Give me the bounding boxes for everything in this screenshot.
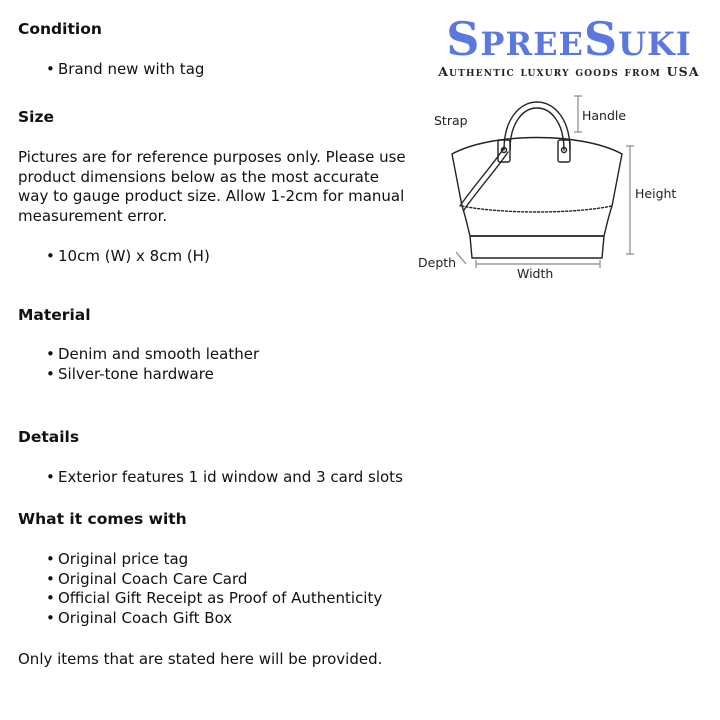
diagram-label-handle: Handle (582, 108, 627, 123)
list-item: • Silver-tone hardware (46, 365, 259, 385)
diagram-label-height: Height (635, 186, 677, 201)
size-note: Pictures are for reference purposes only. Please use product dimensions below as the most accurate way to gauge product size. Allow 1-2cm for manual measurement error. (18, 148, 406, 225)
material-list (46, 345, 259, 384)
details-heading: Details (18, 428, 80, 446)
list-item: • Brand new with tag (46, 60, 204, 80)
list-item: • Original Coach Care Card (46, 570, 382, 590)
diagram-label-strap: Strap (434, 113, 468, 128)
bag-body (452, 138, 622, 237)
list-item: • Exterior features 1 id window and 3 card slots (46, 468, 403, 488)
logo-wordmark: SpreeSuki (446, 12, 692, 66)
condition-heading: Condition (18, 20, 102, 38)
list-item: • Official Gift Receipt as Proof of Authenticity (46, 589, 382, 609)
size-heading: Size (18, 108, 55, 126)
diagram-label-width: Width (517, 266, 554, 281)
comes-with-list (46, 550, 382, 628)
list-item: • Denim and smooth leather (46, 345, 259, 365)
list-item: • Original price tag (46, 550, 382, 570)
logo-tagline: Authentic luxury goods from USA (438, 64, 700, 79)
bag-handle-inner (510, 108, 564, 150)
diagram-label-depth: Depth (418, 255, 457, 270)
list-item: • Original Coach Gift Box (46, 609, 382, 629)
size-list (46, 247, 210, 267)
material-heading: Material (18, 306, 91, 324)
spreesuki-logo (424, 14, 714, 79)
condition-list (46, 60, 204, 80)
bag-measurement-diagram (412, 88, 712, 288)
bag-base (470, 236, 604, 258)
footer-note: Only items that are stated here will be provided. (18, 650, 383, 668)
list-item: • 10cm (W) x 8cm (H) (46, 247, 210, 267)
details-list (46, 468, 403, 488)
comes-with-heading: What it comes with (18, 510, 187, 528)
